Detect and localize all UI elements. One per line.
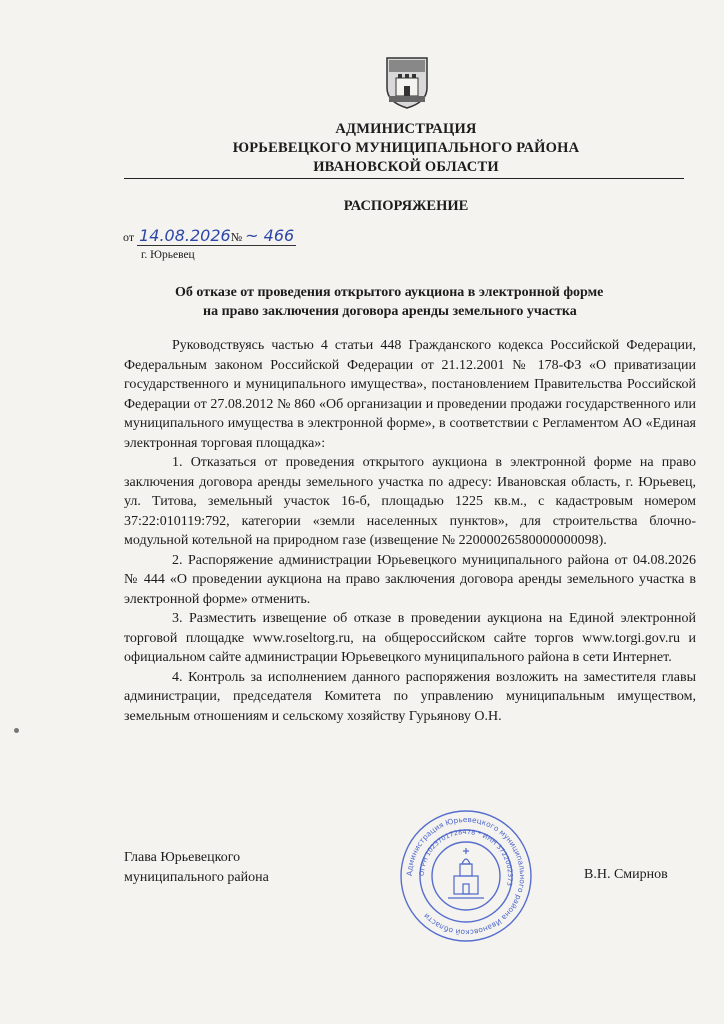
document-subject [175,283,695,321]
signer-name: В.Н. Смирнов [584,867,668,882]
subject-line2: на право заключения договора аренды земельного участка [203,304,577,319]
signer-position [124,848,269,887]
document-body [124,336,696,726]
body-item-3: 3. Разместить извещение об отказе в проведении аукциона на Единой электронной торговой площадке www.roseltorg.ru, на общероссийском сайте торгов www.torgi.gov.ru и официальном сайте администрации Юрьевецкого муниципального района в сети Интернет. [124,611,696,665]
signer-position-line2: муниципального района [124,869,269,885]
seal-codes-text: ОГРН 1023701728478 * ИНН 3722002373 [417,827,515,887]
scan-speck [14,728,19,733]
from-label: от [123,230,135,244]
subject-line1: Об отказе от проведения открытого аукциона в электронной форме [175,285,604,300]
org-title-line3: ИВАНОВСКОЙ ОБЛАСТИ [313,159,499,175]
handwritten-number: ~ 466 [245,226,295,245]
body-item-1: 1. Отказаться от проведения открытого аукциона в электронной форме на право заключения договора аренды земельного участка по адресу: Ивановская область, г. Юрьевец, ул. Титова, земельный участок 16-б, площадью 1225 кв.м., с кадастровым номером 37:22:010119:792, категории «земли населенных пунктов», для строительства блочно-модульной котельной на природном газе (извещение № 22000026580000000098). [124,455,696,548]
signer-position-line1: Глава Юрьевецкого [124,850,241,865]
church-icon [448,848,484,898]
org-title-line2: ЮРЬЕВЕЦКОГО МУНИЦИПАЛЬНОГО РАЙОНА [232,140,580,156]
body-item-4: 4. Контроль за исполнением данного распоряжения возложить на заместителя главы администрации, председателя Комитета по управлению муниципальным имуществом, земельным отношениям и сельскому хозяйству Гурьянову О.Н. [124,669,696,724]
body-item-2: 2. Распоряжение администрации Юрьевецкого муниципального района от 04.08.2026 № 444 «О проведении аукциона на право заключения договора аренды земельного участка в электронной форме» отменить. [124,552,696,607]
number-label: № [230,230,243,244]
org-title-line1: АДМИНИСТРАЦИЯ [335,121,477,137]
seal-ring-text: Администрация Юрьевецкого муниципального района Ивановской области [404,814,528,938]
official-seal-stamp [398,808,534,944]
header-divider [124,178,684,179]
city-label: г. Юрьевец [141,249,195,261]
handwritten-date: 14.08.2026 [139,226,231,245]
body-intro: Руководствуясь частью 4 статьи 448 Гражданского кодекса Российской Федерации, Федеральным законом Российской Федерации от 21.12.2001 № 178-ФЗ «О приватизации государственного и муниципального имущества», постановлением Правительства Российской Федерации от 27.08.2012 № 860 «Об организации и проведении продажи государственного или муниципального имущества в электронной форме», в соответствии с Регламентом АО «Единая электронная торговая площадка»: [124,338,696,451]
document-type: РАСПОРЯЖЕНИЕ [343,198,469,214]
handwritten-date-field [137,226,296,246]
coat-of-arms-icon [384,56,430,110]
date-number-row [123,226,296,246]
